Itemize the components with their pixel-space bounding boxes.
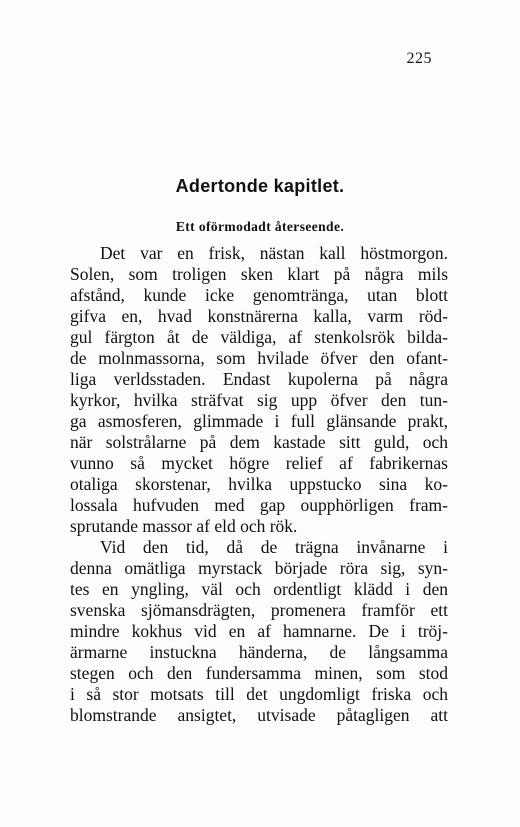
text-line: liga verldsstaden. Endast kupolerna på några [70, 369, 448, 389]
text-line: stegen och den fundersamma minen, som stod [70, 663, 448, 683]
text-line: Det var en frisk, nästan kall höstmorgon. [100, 243, 448, 263]
text-line: afstånd, kunde icke genomtränga, utan blott [70, 285, 448, 305]
text-line: lossala hufvuden med gap oupphörligen fram- [70, 495, 448, 515]
text-line: när solstrålarne på dem kastade sitt guld, och [70, 432, 448, 452]
text-line: denna omätliga myrstack började röra sig, syn- [70, 558, 448, 578]
text-line: ärmarne instuckna händerna, de långsamma [70, 642, 448, 662]
chapter-title: Adertonde kapitlet. [175, 176, 345, 196]
chapter-subtitle: Ett oförmodadt återseende. [175, 219, 345, 234]
text-line: mindre kokhus vid en af hamnarne. De i tröj- [70, 621, 448, 641]
text-line: gul färgton åt de väldiga, af stenkolsrök bilda- [70, 327, 448, 347]
text-line: ga asmosferen, glimmade i full glänsande prakt, [70, 411, 448, 431]
text-line: de molnmassorna, som hvilade öfver den ofant- [70, 348, 448, 368]
text-line: kyrkor, hvilka sträfvat sig upp öfver den tun- [70, 390, 448, 410]
text-line: blomstrande ansigtet, utvisade påtagligen att [70, 705, 448, 725]
text-line: vunno så mycket högre relief af fabrikernas [70, 453, 448, 473]
text-line: svenska sjömansdrägten, promenera framför ett [70, 600, 448, 620]
text-line: Solen, som troligen sken klart på några mils [70, 264, 448, 284]
text-line: tes en yngling, väl och ordentligt klädd i den [70, 579, 448, 599]
body-text [70, 243, 448, 726]
text-line: Vid den tid, då de trägna invånarne i [100, 537, 448, 557]
text-line: sprutande massor af eld och rök. [70, 516, 298, 536]
text-line: gifva en, hvad konstnärerna kalla, varm röd- [70, 306, 448, 326]
page-number: 225 [406, 50, 432, 67]
text-line: otaliga skorstenar, hvilka uppstucko sina ko- [70, 474, 448, 494]
text-line: i så stor motsats till det ungdomligt friska och [70, 684, 448, 704]
